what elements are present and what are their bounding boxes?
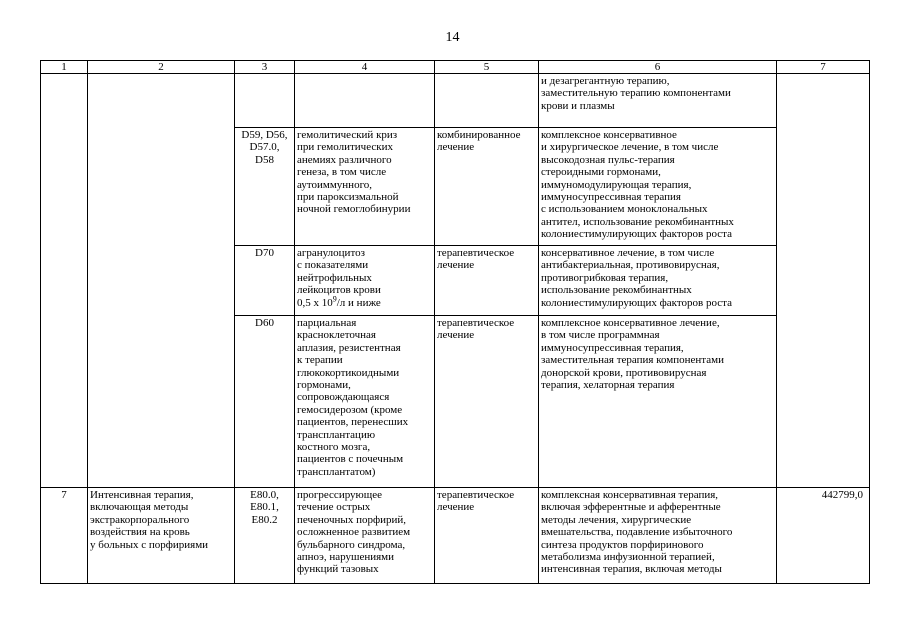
medical-care-table (40, 60, 870, 584)
treatment-type-cell: терапевтическое лечение (435, 488, 539, 584)
diagnosis-text: агранулоцитоз с показателями нейтрофильных лейкоцитов крови (297, 247, 381, 297)
icd-code-cell: D60 (235, 316, 295, 488)
col-header-2: 2 (88, 61, 235, 74)
treatment-type-cell: комбинированное лечение (435, 128, 539, 246)
icd-code-cell: E80.0, E80.1, E80.2 (235, 488, 295, 584)
diagnosis-cell (295, 246, 435, 316)
threshold-suffix: /л и ниже (336, 296, 381, 309)
icd-code-cell: D59, D56, D57.0, D58 (235, 128, 295, 246)
col-header-6: 6 (539, 61, 777, 74)
norm-cost-cell (777, 74, 870, 488)
treatment-method-cell: комплексное консервативное лечение, в том числе программная иммуносупрессивная терапия, заместительная терапия компонентами донорской крови, противовирусная терапия, хелаторная терапия (539, 316, 777, 488)
col-header-3: 3 (235, 61, 295, 74)
neutrophil-threshold (297, 293, 432, 309)
treatment-type-cell: терапевтическое лечение (435, 316, 539, 488)
treatment-method-cell: комплексное консервативное и хирургическое лечение, в том числе высокодозная пульс-терапия стероидными гормонами, иммуномодулирующая терапия, иммуносупрессивная терапия с использованием моноклональных антител, использование рекомбинантных колониестимулирующих факторов роста (539, 128, 777, 246)
diagnosis-cell: парциальная красноклеточная аплазия, резистентная к терапии глюкокортикоидными гормонами, сопровождающаяся гемосидерозом (кроме пациентов, перенесших трансплантацию костного мозга, пациентов с почечным трансплантатом) (295, 316, 435, 488)
page-number: 14 (445, 30, 460, 45)
norm-cost-cell: 442799,0 (777, 488, 870, 584)
care-type-cell (88, 74, 235, 488)
treatment-method-cell: комплексная консервативная терапия, включая эфферентные и афферентные методы лечения, хирургические вмешательства, подавление избыточного синтеза продуктов порфиринового метаболизма инфузионной терапией, интенсивная терапия, включая методы (539, 488, 777, 584)
col-header-5: 5 (435, 61, 539, 74)
col-header-1: 1 (41, 61, 88, 74)
row-number-cell: 7 (41, 488, 88, 584)
icd-code-cell (235, 74, 295, 128)
table-row (41, 488, 870, 584)
treatment-method-cell: консервативное лечение, в том числе антибактериальная, противовирусная, противогрибковая терапия, использование рекомбинантных колониестимулирующих факторов роста (539, 246, 777, 316)
care-type-cell: Интенсивная терапия, включающая методы экстракорпорального воздействия на кровь у больных с порфириями (88, 488, 235, 584)
treatment-type-cell: терапевтическое лечение (435, 246, 539, 316)
threshold-exponent: 9 (332, 293, 337, 303)
icd-code-cell: D70 (235, 246, 295, 316)
row-number-cell (41, 74, 88, 488)
diagnosis-cell (295, 74, 435, 128)
treatment-method-cell: и дезагрегантную терапию, заместительную терапию компонентами крови и плазмы (539, 74, 777, 128)
header-row (41, 61, 870, 74)
threshold-prefix: 0,5 x 10 (297, 296, 333, 309)
treatment-type-cell (435, 74, 539, 128)
col-header-4: 4 (295, 61, 435, 74)
table-row (41, 74, 870, 128)
diagnosis-cell: гемолитический криз при гемолитических анемиях различного генеза, в том числе аутоиммунного, при пароксизмальной ночной гемоглобинурии (295, 128, 435, 246)
diagnosis-cell: прогрессирующее течение острых печеночных порфирий, осложненное развитием бульбарного синдрома, апноэ, нарушениями функций тазовых (295, 488, 435, 584)
col-header-7: 7 (777, 61, 870, 74)
